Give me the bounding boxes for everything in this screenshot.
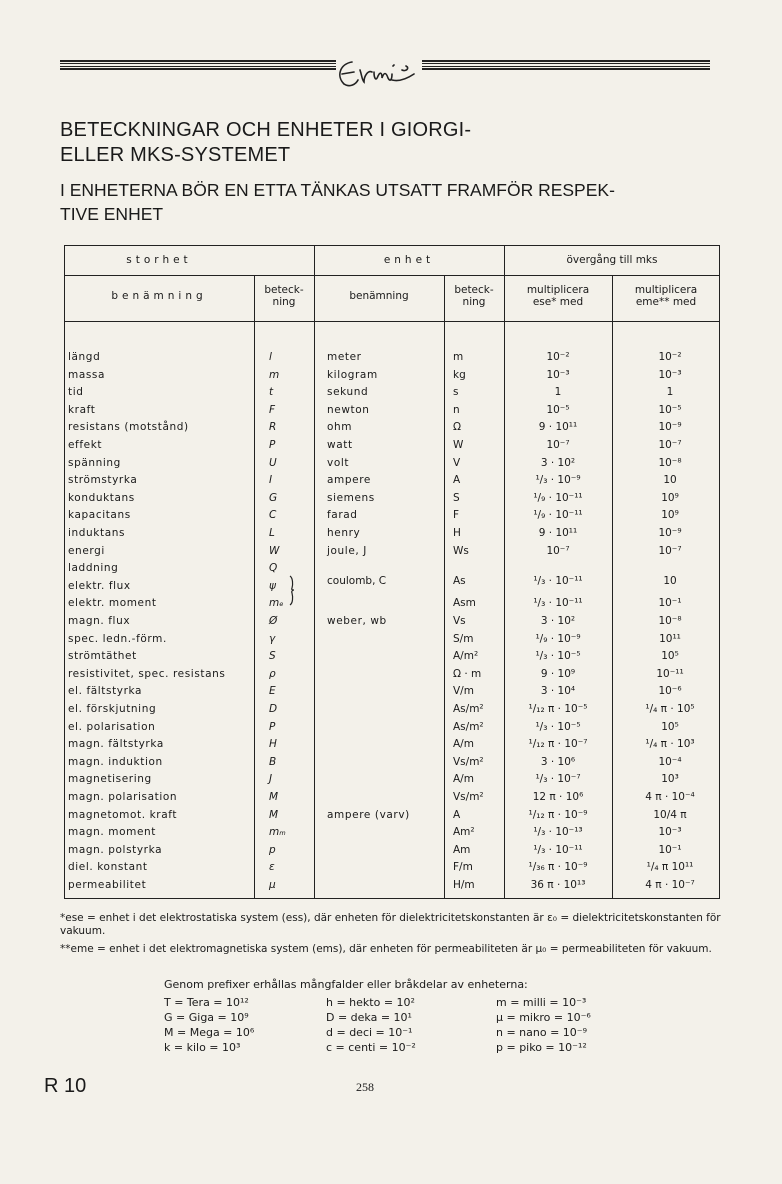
eme-factor: 10⁻² — [658, 351, 682, 363]
quantity-name: elektr. moment — [68, 597, 157, 610]
quantity-symbol: J — [269, 773, 273, 786]
quantity-symbol: F — [269, 403, 276, 416]
table-row — [64, 737, 720, 754]
col-header-text: ning — [272, 296, 296, 308]
quantity-symbol: B — [269, 755, 277, 768]
prefix-item: k = kilo = 10³ — [164, 1041, 241, 1054]
units-table — [64, 245, 720, 899]
eme-factor: 10⁻⁵ — [658, 403, 682, 416]
ese-factor: 10⁻⁵ — [546, 403, 570, 416]
eme-factor: 10¹¹ — [659, 632, 681, 645]
eme-factor: ¹/₄ π · 10⁵ — [645, 703, 695, 715]
page-number: 258 — [356, 1080, 374, 1094]
unit-symbol: Vs/m² — [453, 755, 484, 768]
unit-name: henry — [327, 527, 361, 539]
quantity-symbol: C — [269, 509, 277, 522]
quantity-name: magn. induktion — [68, 755, 163, 768]
unit-symbol: H — [453, 527, 461, 539]
table-row — [64, 596, 720, 613]
table-row — [64, 544, 720, 561]
prefix-item: μ = mikro = 10⁻⁶ — [496, 1011, 591, 1024]
ese-factor: 3 · 10⁶ — [540, 755, 576, 768]
ese-factor: 3 · 10⁴ — [540, 685, 576, 698]
ese-factor: ¹/₁₂ π · 10⁻⁷ — [528, 738, 588, 751]
quantity-name: resistivitet, spec. resistans — [68, 667, 226, 680]
page-header — [0, 46, 782, 96]
unit-symbol: s — [453, 386, 459, 399]
unit-symbol: A/m² — [453, 650, 479, 663]
ese-factor: 10⁻⁷ — [546, 544, 570, 557]
table-row — [64, 368, 720, 385]
footnote-ese: *ese = enhet i det elektrostatiska system (ess), där enheten för dielektricitetskonstanten är ε₀ = dielektricitetskonstanten för vakuum. — [60, 912, 721, 937]
prefix-item: m = milli = 10⁻³ — [496, 996, 587, 1009]
ese-factor: ¹/₃₆ π · 10⁻⁹ — [528, 861, 588, 874]
ese-factor: 9 · 10¹¹ — [538, 527, 578, 539]
unit-name: farad — [327, 509, 358, 522]
quantity-symbol: mₑ — [269, 597, 284, 610]
ese-factor: ¹/₁₂ π · 10⁻⁵ — [528, 703, 588, 715]
prefix-item: d = deci = 10⁻¹ — [326, 1026, 413, 1039]
eme-factor: 10⁻¹¹ — [656, 667, 684, 680]
ese-factor: ¹/₃ · 10⁻¹¹ — [533, 843, 583, 856]
quantity-name: magn. polstyrka — [68, 843, 163, 856]
prefix-item: G = Giga = 10⁹ — [164, 1011, 249, 1024]
quantity-name: el. polarisation — [68, 720, 156, 733]
ese-factor: 3 · 10² — [540, 456, 576, 469]
eme-factor: 10⁻⁸ — [658, 456, 682, 469]
coulomb-symbol: As — [453, 575, 466, 587]
quantity-symbol: Q — [269, 562, 278, 575]
quantity-symbol: mₘ — [269, 826, 286, 839]
unit-symbol: Am — [453, 843, 471, 856]
table-row — [64, 808, 720, 825]
unit-name: kilogram — [327, 368, 378, 381]
eme-factor: 10⁻⁷ — [658, 544, 682, 557]
quantity-symbol: L — [269, 527, 275, 539]
table-row — [64, 843, 720, 860]
prefix-item: T = Tera = 10¹² — [164, 996, 249, 1009]
table-row — [64, 491, 720, 508]
prefix-item: c = centi = 10⁻² — [326, 1041, 416, 1054]
eme-factor: 10⁻⁸ — [658, 615, 682, 627]
table-row — [64, 526, 720, 543]
quantity-name: magnetisering — [68, 773, 152, 786]
signature-logo — [330, 46, 420, 92]
prefix-item: M = Mega = 10⁶ — [164, 1026, 255, 1039]
col-header-text: ning — [462, 296, 486, 308]
table-row — [64, 860, 720, 877]
quantity-symbol: I — [269, 474, 273, 487]
ese-factor: 10⁻³ — [546, 368, 570, 381]
quantity-symbol: P — [269, 720, 276, 733]
table-row — [64, 456, 720, 473]
quantity-symbol: ε — [269, 861, 275, 874]
unit-symbol: n — [453, 403, 460, 416]
col-header-unit-symbol — [444, 284, 504, 308]
quantity-symbol: l — [269, 351, 272, 363]
eme-factor: 10⁻⁶ — [658, 685, 682, 698]
unit-symbol: A/m — [453, 738, 474, 751]
quantity-name: kraft — [68, 403, 96, 416]
table-row — [64, 420, 720, 437]
quantity-symbol: R — [269, 421, 277, 434]
unit-symbol: Vs — [453, 615, 466, 627]
ese-factor: 12 π · 10⁶ — [532, 791, 584, 803]
unit-symbol: S/m — [453, 632, 474, 645]
quantity-name: magn. polarisation — [68, 791, 178, 803]
quantity-symbol: S — [269, 650, 276, 663]
table-row — [64, 667, 720, 684]
quantity-symbol: p — [269, 843, 276, 856]
unit-symbol: A — [453, 808, 461, 821]
eme-factor: 10⁹ — [661, 491, 679, 504]
table-row — [64, 385, 720, 402]
table-row — [64, 614, 720, 631]
unit-symbol: kg — [453, 368, 466, 381]
ese-factor: 9 · 10⁹ — [540, 667, 576, 680]
eme-factor: 10⁵ — [661, 720, 679, 733]
ese-factor: ¹/₉ · 10⁻⁹ — [535, 632, 581, 645]
unit-name: meter — [327, 351, 362, 363]
ese-factor: 9 · 10¹¹ — [538, 421, 578, 434]
subtitle-line: I ENHETERNA BÖR EN ETTA TÄNKAS UTSATT FRAMFÖR RESPEK- — [60, 180, 615, 200]
quantity-name: laddning — [68, 562, 119, 575]
eme-factor: 10 — [663, 474, 677, 487]
col-header-text: multiplicera — [526, 284, 590, 296]
quantity-symbol: M — [269, 808, 279, 821]
unit-symbol: V — [453, 456, 461, 469]
ese-factor: ¹/₃ · 10⁻⁹ — [535, 474, 581, 487]
col-header-text: beteck- — [264, 284, 304, 296]
unit-symbol: Ω · m — [453, 667, 482, 680]
ese-factor: 3 · 10² — [540, 615, 576, 627]
page-subtitle — [60, 178, 740, 226]
quantity-name: resistans (motstånd) — [68, 421, 189, 434]
quantity-symbol: ψ — [269, 579, 276, 592]
eme-factor: 10⁻⁹ — [658, 421, 682, 434]
ese-factor: ¹/₉ · 10⁻¹¹ — [533, 509, 583, 522]
ese-factor: 1 — [554, 386, 562, 399]
subtitle-line: TIVE ENHET — [60, 204, 164, 224]
eme-factor: 10⁻¹ — [658, 843, 682, 856]
unit-name: joule, J — [327, 544, 367, 557]
page-title — [60, 118, 740, 168]
unit-symbol: Ws — [453, 544, 469, 557]
quantity-symbol: D — [269, 703, 278, 715]
quantity-name: strömstyrka — [68, 474, 138, 487]
eme-factor: 10⁻³ — [658, 826, 682, 839]
quantity-symbol: μ — [269, 879, 276, 891]
ese-factor: ¹/₃ · 10⁻¹¹ — [533, 597, 583, 610]
table-row — [64, 403, 720, 420]
page-id: R 10 — [44, 1075, 87, 1097]
unit-name: sekund — [327, 386, 369, 399]
title-line: BETECKNINGAR OCH ENHETER I GIORGI- — [60, 119, 472, 141]
ese-factor: 10⁻² — [546, 351, 570, 363]
ese-factor: 36 π · 10¹³ — [530, 879, 586, 891]
table-row — [64, 438, 720, 455]
quantity-symbol: E — [269, 685, 276, 698]
table-row — [64, 350, 720, 367]
quantity-symbol: γ — [269, 632, 276, 645]
eme-factor: 4 π · 10⁻⁷ — [645, 879, 695, 891]
col-header-text: beteck- — [454, 284, 494, 296]
table-row — [64, 632, 720, 649]
unit-symbol: Asm — [453, 597, 476, 610]
unit-name: siemens — [327, 491, 375, 504]
unit-symbol: H/m — [453, 879, 475, 891]
unit-symbol: F/m — [453, 861, 473, 874]
eme-factor: 10³ — [661, 773, 679, 786]
eme-factor: 1 — [666, 386, 674, 399]
quantity-name: diel. konstant — [68, 861, 148, 874]
quantity-name: energi — [68, 544, 105, 557]
unit-name: volt — [327, 456, 350, 469]
eme-factor: 10⁻³ — [658, 368, 682, 381]
quantity-name: längd — [68, 351, 101, 363]
ese-factor: ¹/₃ · 10⁻⁵ — [535, 650, 581, 663]
table-row — [64, 649, 720, 666]
charge-brace — [260, 573, 310, 610]
group-header-storhet: storhet — [126, 254, 192, 266]
eme-factor: 10/4 π — [653, 808, 687, 821]
ese-factor: 10⁻⁷ — [546, 439, 570, 451]
quantity-name: konduktans — [68, 491, 135, 504]
unit-symbol: As/m² — [453, 720, 484, 733]
col-header-eme — [612, 284, 720, 308]
col-header-benamning: benämning — [111, 290, 207, 302]
table-row — [64, 702, 720, 719]
eme-factor: 10⁵ — [661, 650, 679, 663]
prefix-intro: Genom prefixer erhållas mångfalder eller bråkdelar av enheterna: — [164, 978, 528, 991]
unit-symbol: W — [453, 439, 464, 451]
unit-symbol: As/m² — [453, 703, 484, 715]
quantity-name: massa — [68, 368, 106, 381]
quantity-name: spec. ledn.-förm. — [68, 632, 167, 645]
ese-factor: ¹/₃ · 10⁻⁷ — [535, 773, 581, 786]
footnotes — [60, 912, 730, 961]
eme-factor: 10⁻⁹ — [658, 527, 682, 539]
eme-factor: 10⁻⁷ — [658, 439, 682, 451]
group-header-overgang: övergång till mks — [566, 254, 658, 266]
ese-factor: ¹/₃ · 10⁻⁵ — [535, 720, 581, 733]
quantity-name: spänning — [68, 456, 121, 469]
eme-factor: 10⁻¹ — [658, 597, 682, 610]
quantity-name: strömtäthet — [68, 650, 137, 663]
quantity-name: elektr. flux — [68, 579, 131, 592]
header-rule-left — [60, 60, 336, 70]
prefix-item: p = piko = 10⁻¹² — [496, 1041, 587, 1054]
table-border-top — [64, 245, 720, 246]
quantity-name: el. fältstyrka — [68, 685, 143, 698]
coulomb-unit: coulomb, C — [327, 575, 387, 587]
table-row — [64, 878, 720, 895]
quantity-symbol: t — [269, 386, 274, 399]
eme-factor: 10⁹ — [661, 509, 679, 522]
quantity-name: el. förskjutning — [68, 703, 157, 715]
col-header-text: multiplicera — [634, 284, 698, 296]
table-group-divider — [64, 275, 720, 276]
prefix-item: n = nano = 10⁻⁹ — [496, 1026, 588, 1039]
quantity-name: magn. moment — [68, 826, 156, 839]
quantity-name: magnetomot. kraft — [68, 808, 178, 821]
footnote-eme: **eme = enhet i det elektromagnetiska system (ems), där enheten för permeabiliteten är μ₀ = permeabiliteten för vakuum. — [60, 943, 712, 955]
table-row — [64, 684, 720, 701]
table-row — [64, 508, 720, 525]
quantity-name: effekt — [68, 439, 103, 451]
unit-name: newton — [327, 403, 370, 416]
prefix-item: h = hekto = 10² — [326, 996, 415, 1009]
table-row — [64, 755, 720, 772]
col-header-ese — [504, 284, 612, 308]
group-header-enhet: enhet — [383, 254, 435, 266]
quantity-name: permeabilitet — [68, 879, 147, 891]
quantity-name: tid — [68, 386, 84, 399]
quantity-name: induktans — [68, 527, 126, 539]
ese-factor: ¹/₉ · 10⁻¹¹ — [533, 491, 583, 504]
eme-factor: 4 π · 10⁻⁴ — [645, 791, 695, 803]
table-row — [64, 825, 720, 842]
prefix-item: D = deka = 10¹ — [326, 1011, 412, 1024]
quantity-symbol: U — [269, 456, 277, 469]
eme-factor: ¹/₄ π 10¹¹ — [646, 861, 694, 874]
unit-symbol: A/m — [453, 773, 474, 786]
quantity-symbol: m — [269, 368, 280, 381]
table-border-bottom — [64, 898, 720, 899]
unit-name: ampere — [327, 474, 371, 487]
quantity-symbol: M — [269, 791, 279, 803]
quantity-name: magn. flux — [68, 615, 131, 627]
table-row — [64, 772, 720, 789]
unit-name: ohm — [327, 421, 353, 434]
col-header-text: eme** med — [635, 296, 697, 308]
quantity-symbol: W — [269, 544, 280, 557]
unit-name: watt — [327, 439, 353, 451]
unit-symbol: V/m — [453, 685, 474, 698]
quantity-symbol: Ø — [269, 615, 278, 627]
title-line: ELLER MKS-SYSTEMET — [60, 144, 291, 166]
eme-factor: 10⁻⁴ — [658, 755, 682, 768]
unit-symbol: Am² — [453, 826, 475, 839]
unit-symbol: S — [453, 491, 460, 504]
quantity-symbol: G — [269, 491, 278, 504]
table-row — [64, 473, 720, 490]
unit-symbol: A — [453, 474, 461, 487]
unit-symbol: Ω — [453, 421, 462, 434]
quantity-symbol: P — [269, 439, 276, 451]
table-row — [64, 720, 720, 737]
brace-icon — [260, 573, 310, 610]
ese-factor: ¹/₁₂ π · 10⁻⁹ — [528, 808, 588, 821]
unit-symbol: F — [453, 509, 460, 522]
quantity-name: magn. fältstyrka — [68, 738, 164, 751]
table-row — [64, 790, 720, 807]
quantity-symbol: ρ — [269, 667, 276, 680]
table-header-divider — [64, 321, 720, 322]
col-header-text: ese* med — [532, 296, 584, 308]
col-header-unit-name: benämning — [349, 290, 409, 302]
unit-name: weber, wb — [327, 615, 387, 627]
quantity-name: kapacitans — [68, 509, 131, 522]
eme-factor: ¹/₄ π · 10³ — [645, 738, 695, 751]
unit-symbol: m — [453, 351, 464, 363]
ese-factor: ¹/₃ · 10⁻¹³ — [533, 826, 583, 839]
unit-name: ampere (varv) — [327, 808, 410, 821]
quantity-symbol: H — [269, 738, 277, 751]
header-rule-right — [422, 60, 710, 70]
unit-symbol: Vs/m² — [453, 791, 484, 803]
col-header-beteckning — [254, 284, 314, 308]
coulomb-eme: 10 — [663, 575, 677, 587]
coulomb-ese: ¹/₃ · 10⁻¹¹ — [533, 575, 583, 587]
